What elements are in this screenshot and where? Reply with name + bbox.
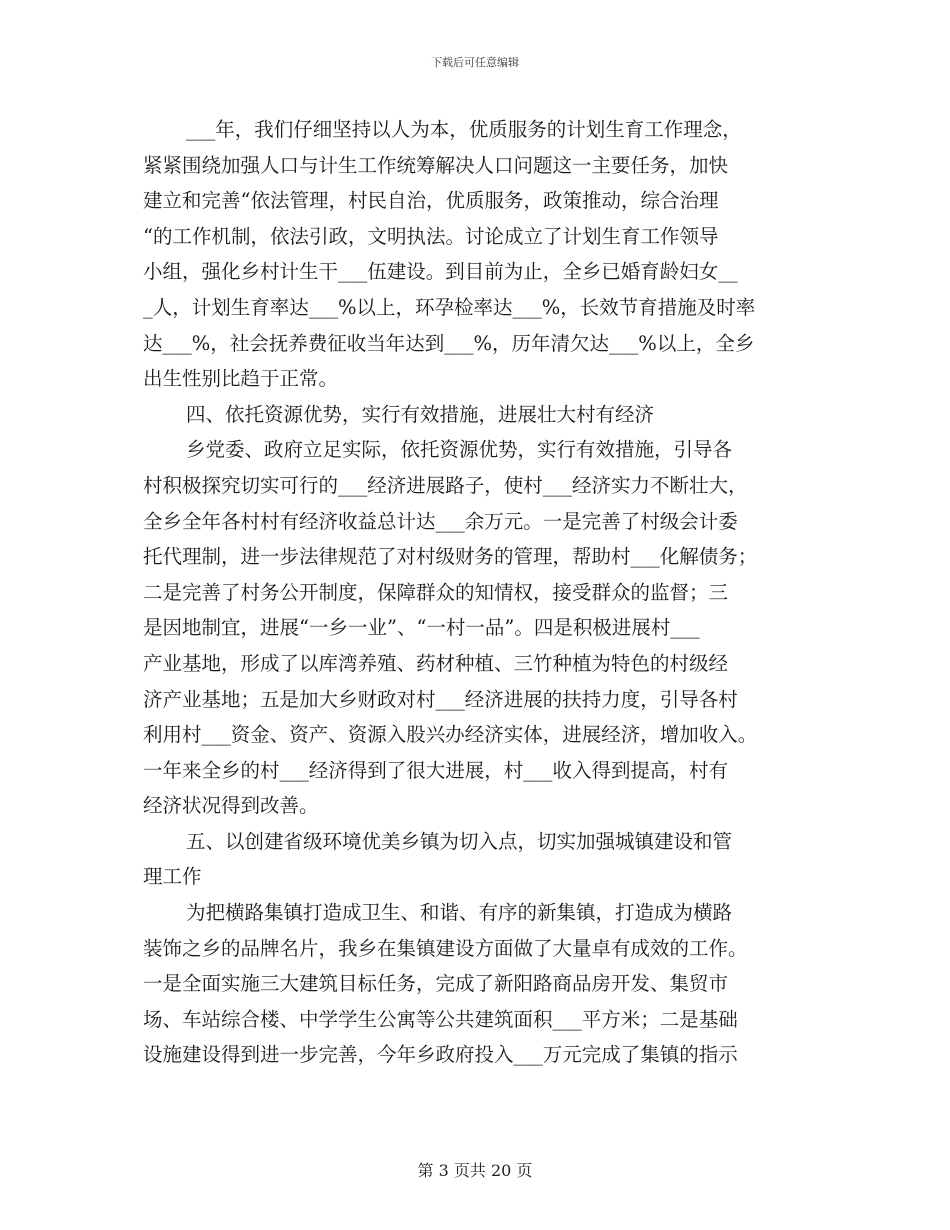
text-line: 利用村___资金、资产、资源入股兴办经济实体，进展经济，增加收入。: [143, 723, 758, 747]
page-footer: 第 3 页共 20 页: [417, 1161, 533, 1180]
text-line: 为把横路集镇打造成卫生、和谐、有序的新集镇，打造成为横路: [186, 901, 733, 925]
text-line: 紧紧围绕加强人口与计生工作统筹解决人口问题这一主要任务，加快: [143, 153, 729, 177]
text-line: 产业基地，形成了以库湾养殖、药材种植、三竹种植为特色的村级经: [143, 651, 729, 675]
text-line: 经济状况得到改善。: [143, 794, 319, 818]
text-line: 二是完善了村务公开制度，保障群众的知情权，接受群众的监督；三: [143, 580, 729, 604]
text-line: 出生性别比趋于正常。: [143, 367, 339, 391]
text-line: 托代理制，进一步法律规范了对村级财务的管理，帮助村___化解债务；: [143, 545, 758, 569]
page-header: 下载后可任意编辑: [431, 56, 519, 69]
text-line: 乡党委、政府立足实际，依托资源优势，实行有效措施，引导各: [186, 438, 733, 462]
text-line: _人，计划生育率达___%以上，环孕检率达___%，长效节育措施及时率: [143, 295, 756, 319]
text-line: 一年来全乡的村___经济得到了很大进展，村___收入得到提高，村有: [143, 758, 729, 782]
text-line: 村积极探究切实可行的___经济进展路子，使村___经济实力不断壮大，: [143, 473, 748, 497]
text-line: 济产业基地；五是加大乡财政对村___经济进展的扶持力度，引导各村: [143, 687, 738, 711]
text-line: 是因地制宜，进展“一乡一业”、“一村一品”。四是积极进展村___: [143, 616, 700, 640]
text-line: 建立和完善“依法管理，村民自治，优质服务，政策推动，综合治理: [143, 189, 719, 213]
text-line: 设施建设得到进一步完善，今年乡政府投入___万元完成了集镇的指示: [143, 1043, 738, 1067]
text-line: ___年，我们仔细坚持以人为本，优质服务的计划生育工作理念，: [186, 118, 742, 141]
text-line: 装饰之乡的品牌名片，我乡在集镇建设方面做了大量卓有成效的工作。: [143, 936, 748, 960]
document-body: [143, 112, 809, 1073]
text-line: 达___%，社会抚养费征收当年达到___%，历年清欠达___%以上，全乡: [143, 331, 755, 355]
text-line: 理工作: [143, 865, 202, 889]
text-line: 场、车站综合楼、中学学生公寓等公共建筑面积___平方米；二是基础: [143, 1007, 738, 1031]
text-line: “的工作机制，依法引政，文明执法。讨论成立了计划生育工作领导: [143, 224, 719, 248]
text-line: 小组，强化乡村计生干___伍建设。到目前为止，全乡已婚育龄妇女__: [143, 260, 738, 284]
text-line: 一是全面实施三大建筑目标任务，完成了新阳路商品房开发、集贸市: [143, 972, 729, 996]
text-line: 五、以创建省级环境优美乡镇为切入点，切实加强城镇建设和管: [186, 829, 733, 853]
text-line: 全乡全年各村村有经济收益总计达___余万元。一是完善了村级会计委: [143, 509, 738, 533]
text-line: 四、依托资源优势，实行有效措施，进展壮大村有经济: [186, 402, 655, 426]
